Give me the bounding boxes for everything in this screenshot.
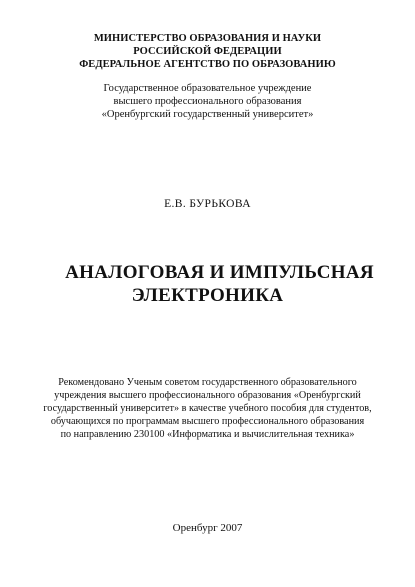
ministry-line-2: РОССИЙСКОЙ ФЕДЕРАЦИИ: [133, 46, 282, 57]
author-name: Е.В. БУРЬКОВА: [164, 198, 251, 210]
book-title-line-1: АНАЛОГОВАЯ И ИМПУЛЬСНАЯ: [65, 262, 374, 283]
ministry-line-3: ФЕДЕРАЛЬНОЕ АГЕНТСТВО ПО ОБРАЗОВАНИЮ: [79, 59, 336, 70]
recommendation-line-2: учреждения высшего профессионального образования «Оренбургский: [54, 390, 361, 401]
recommendation-line-3: государственный университет» в качестве учебного пособия для студентов,: [43, 403, 372, 414]
recommendation-line-1: Рекомендовано Ученым советом государственного образовательного: [58, 377, 357, 388]
recommendation-line-4: обучающихся по программам высшего профессионального образования: [50, 416, 365, 427]
ministry-line-1: МИНИСТЕРСТВО ОБРАЗОВАНИЯ И НАУКИ: [93, 33, 322, 44]
city-year: Оренбург 2007: [172, 522, 243, 534]
book-title-line-2: ЭЛЕКТРОНИКА: [131, 285, 284, 306]
institution-line-3: «Оренбургский государственный университет»: [101, 109, 314, 120]
institution-line-2: высшего профессионального образования: [113, 96, 302, 107]
institution-line-1: Государственное образовательное учреждение: [103, 83, 312, 94]
recommendation-line-5: по направлению 230100 «Информатика и вычислительная техника»: [60, 429, 355, 440]
